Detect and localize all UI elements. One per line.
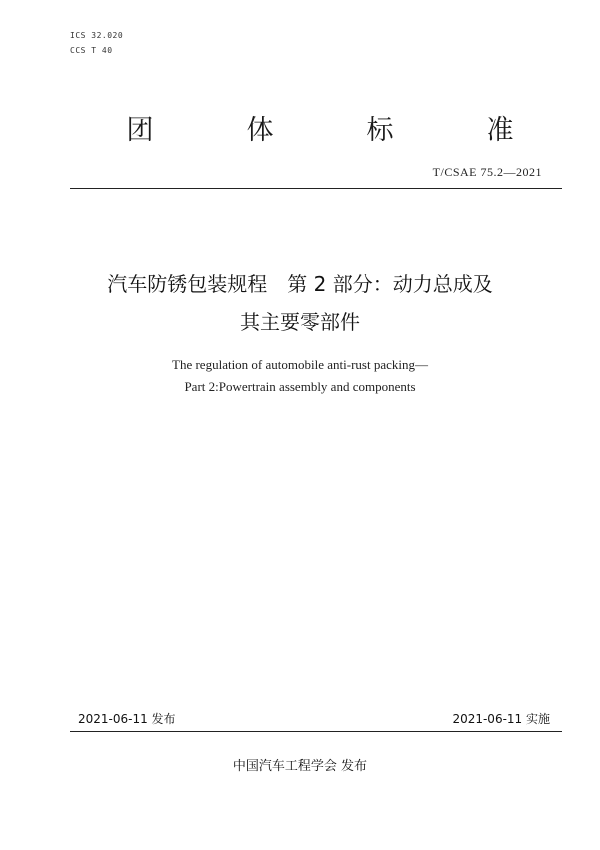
ccs-code: CCS T 40 (70, 46, 113, 55)
standard-type-char: 标 (366, 115, 394, 146)
standard-type-heading (120, 108, 520, 148)
title-en-line: The regulation of automobile anti-rust packing— (172, 357, 428, 372)
publisher: 中国汽车工程学会 发布 (232, 759, 368, 774)
standard-type-char: 准 (486, 115, 514, 146)
document-title-en (50, 354, 550, 398)
header-divider (70, 188, 562, 189)
footer-divider (70, 731, 562, 732)
title-cn-line: 汽车防锈包装规程 第 2 部分：动力总成及 (107, 272, 493, 296)
title-en-line: Part 2:Powertrain assembly and components (184, 379, 416, 394)
ics-code: ICS 32.020 (70, 31, 124, 40)
standard-number: T/CSAE 75.2—2021 (432, 165, 542, 179)
document-title-cn (30, 265, 570, 341)
implementation-date: 2021-06-11 实施 (452, 712, 550, 726)
standard-type-char: 体 (246, 115, 274, 146)
standard-type-char: 团 (126, 115, 154, 146)
issue-date: 2021-06-11 发布 (78, 712, 176, 726)
title-cn-line: 其主要零部件 (240, 310, 360, 334)
